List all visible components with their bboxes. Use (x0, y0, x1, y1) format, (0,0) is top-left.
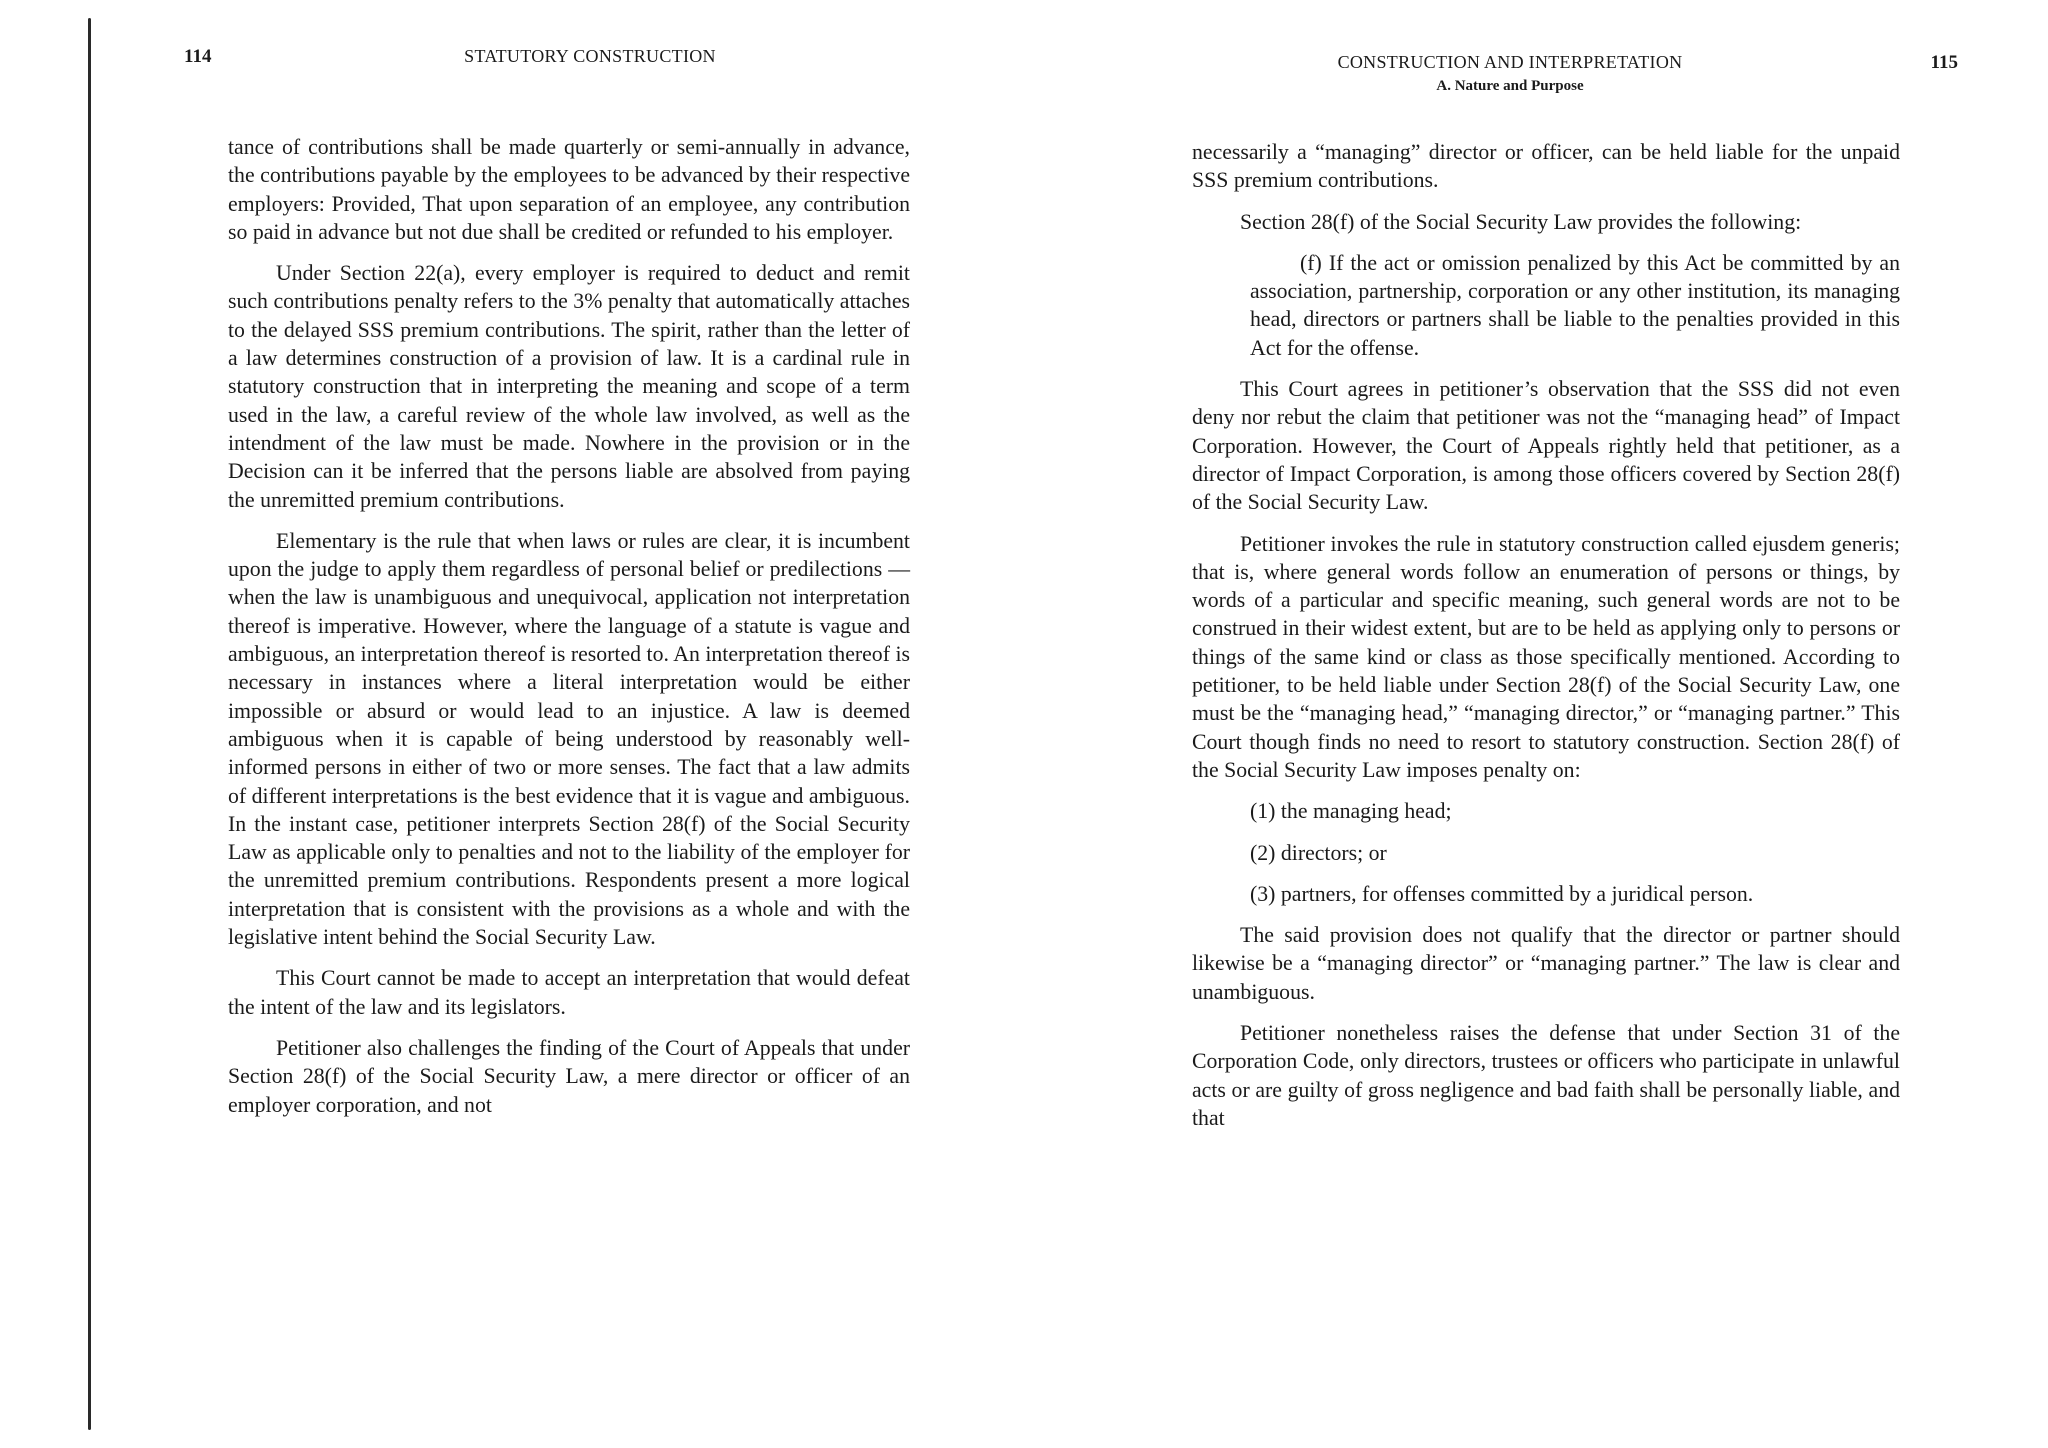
list-item: (2) directors; or (1250, 840, 1387, 865)
paragraph: This Court cannot be made to accept an interpretation that would defeat the intent of the law and its legislators. (228, 966, 910, 1019)
running-head: CONSTRUCTION AND INTERPRETATION (1337, 52, 1683, 72)
right-page (1040, 0, 2048, 1448)
paragraph: The said provision does not qualify that the director or partner should likewise be a “managing director” or “managing partner.” The law is clear and unambiguous. (1192, 923, 1900, 1004)
list-item: (1) the managing head; (1250, 799, 1452, 824)
paragraph: Section 28(f) of the Social Security Law provides the following: (1240, 209, 1802, 234)
binding-edge (88, 18, 91, 1430)
body-text (1192, 138, 1900, 1145)
paragraph: Petitioner also challenges the finding of the Court of Appeals that under Section 28(f) of the Social Security Law, a mere director or officer of an employer corporation, and not (228, 1035, 910, 1117)
paragraph: Petitioner invokes the rule in statutory construction called ejusdem generis; that is, where general words follow an enumeration of persons or things, by words of a particular and specific meaning, such general words are not to be construed in their widest extent, but are to be held as applying only to persons or things of the same kind or class as those specifically mentioned. According to petitioner, to be held liable under Section 28(f) of the Social Security Law, one must be the “managing head,” “managing director,” or “managing partner.” This Court though finds no need to resort to statutory construction. Section 28(f) of the Social Security Law imposes penalty on: (1192, 531, 1900, 782)
running-head: STATUTORY CONSTRUCTION (464, 46, 716, 66)
page-number: 114 (184, 46, 212, 67)
list-item: (3) partners, for offenses committed by a juridical person. (1250, 881, 1754, 906)
paragraph: Under Section 22(a), every employer is required to deduct and remit such contributions penalty refers to the 3% penalty that automatically attaches to the delayed SSS premium contributions. The spirit, rather than the letter of a law determines construction of a provision of law. It is a cardinal rule in statutory construction that in interpreting the meaning and scope of a term used in the law, a careful review of the whole law involved, as well as the intendment of the law must be made. Nowhere in the provision or in the Decision can it be inferred that the persons liable are absolved from paying the unremitted premium contributions. (228, 261, 910, 512)
body-text (228, 133, 910, 1132)
paragraph: Elementary is the rule that when laws or rules are clear, it is incumbent upon the judge to apply them regardless of personal belief or predilections — when the law is unambiguous and unequivocal, application not interpretation thereof is imperative. However, where the language of a statute is vague and ambiguous, an interpretation thereof is resorted to. An interpretation thereof is necessary in instances where a literal interpretation would be either impossible or absurd or would lead to an injustice. A law is deemed ambiguous when it is capable of being understood by reasonably well-informed persons in either of two or more senses. The fact that a law admits of different interpretations is the best evidence that it is vague and ambiguous. In the instant case, petitioner interprets Section 28(f) of the Social Security Law as applicable only to penalties and not to the liability of the employer for the unremitted premium contributions. Respondents present a more logical interpretation that is consistent with the provisions as a whole and with the legislative intent behind the Social Security Law. (228, 528, 910, 950)
paragraph: This Court agrees in petitioner’s observation that the SSS did not even deny nor rebut the claim that petitioner was not the “managing head” of Impact Corporation. However, the Court of Appeals rightly held that petitioner, as a director of Impact Corporation, is among those officers covered by Section 28(f) of the Social Security Law. (1192, 377, 1900, 515)
paragraph: Petitioner nonetheless raises the defense that under Section 31 of the Corporation Code, only directors, trustees or officers who participate in unlawful acts or are guilty of gross negligence and bad faith shall be personally liable, and that (1192, 1021, 1900, 1130)
page-number: 115 (1930, 52, 1958, 73)
paragraph: necessarily a “managing” director or officer, can be held liable for the unpaid SSS premium contributions. (1192, 140, 1900, 193)
running-subhead: A. Nature and Purpose (1436, 78, 1584, 94)
quoted-provision: (f) If the act or omission penalized by this Act be committed by an association, partnership, corporation or any other institution, its managing head, directors or partners shall be liable to the penalties provided in this Act for the offense. (1250, 250, 1900, 360)
paragraph: tance of contributions shall be made quarterly or semi-annually in advance, the contributions payable by the employees to be advanced by their respective employers: Provided, That upon separation of an employee, any contribution so paid in advance but not due shall be credited or refunded to his employer. (228, 135, 910, 244)
